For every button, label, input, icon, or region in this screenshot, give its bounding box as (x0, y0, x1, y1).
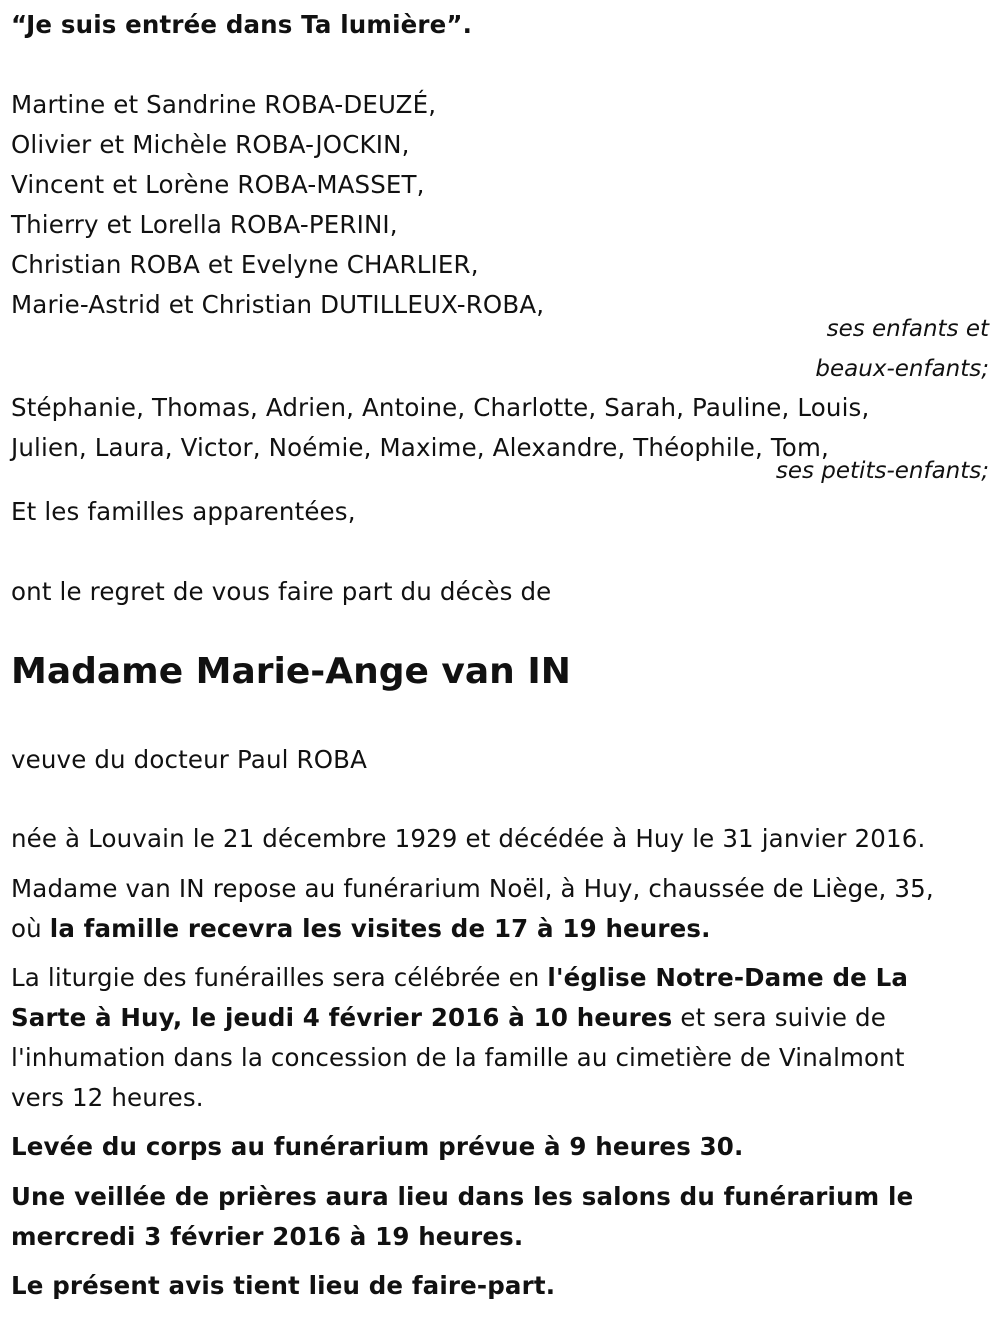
rest-line-2 (11, 909, 986, 949)
liturgy-line-3: l'inhumation dans la concession de la famille au cimetière de Vinalmont (11, 1043, 905, 1072)
levee-line: Levée du corps au funérarium prévue à 9 heures 30. (11, 1132, 744, 1161)
child-line-1: Martine et Sandrine ROBA-DEUZÉ, (11, 90, 437, 119)
liturgy-line-1-bold: l'église Notre-Dame de La (547, 963, 909, 992)
regret-line: ont le regret de vous faire part du décès de (11, 577, 552, 606)
veillee-line-2: mercredi 3 février 2016 à 19 heures. (11, 1222, 524, 1251)
child-line-3: Vincent et Lorène ROBA-MASSET, (11, 170, 425, 199)
child-line-2: Olivier et Michèle ROBA-JOCKIN, (11, 130, 410, 159)
veillee-line-1: Une veillée de prières aura lieu dans les salons du funérarium le (11, 1182, 914, 1211)
child-line-4: Thierry et Lorella ROBA-PERINI, (11, 210, 398, 239)
liturgy-line-2-post: et sera suivie de (672, 1003, 886, 1032)
families-line: Et les familles apparentées, (11, 497, 356, 526)
children-role-line-1: ses enfants et (826, 316, 989, 342)
grandchildren-line-1: Stéphanie, Thomas, Adrien, Antoine, Charlotte, Sarah, Pauline, Louis, (11, 393, 870, 422)
rest-line-1: Madame van IN repose au funérarium Noël, à Huy, chaussée de Liège, 35, (11, 874, 934, 903)
rest-line-2-bold: la famille recevra les visites de 17 à 19 heures. (49, 914, 711, 943)
liturgy-line-1-pre: La liturgie des funérailles sera célébrée en (11, 963, 548, 992)
rest-line-2-pre: où (11, 914, 50, 943)
child-line-6: Marie-Astrid et Christian DUTILLEUX-ROBA, (11, 290, 545, 319)
widow-line: veuve du docteur Paul ROBA (11, 745, 367, 774)
liturgy-line-2-bold: Sarte à Huy, le jeudi 4 février 2016 à 10 heures (11, 1003, 673, 1032)
liturgy-line-2 (11, 998, 986, 1038)
liturgy-line-4: vers 12 heures. (11, 1083, 204, 1112)
notice-line: Le présent avis tient lieu de faire-part. (11, 1271, 556, 1300)
grandchildren-line-2: Julien, Laura, Victor, Noémie, Maxime, Alexandre, Théophile, Tom, (11, 433, 829, 462)
grandchildren-role: ses petits-enfants; (775, 458, 989, 484)
deceased-name: Madame Marie-Ange van IN (11, 651, 571, 692)
children-role-line-2: beaux-enfants; (815, 356, 989, 382)
child-line-5: Christian ROBA et Evelyne CHARLIER, (11, 250, 479, 279)
quote: “Je suis entrée dans Ta lumière”. (11, 10, 473, 39)
birth-death-line: née à Louvain le 21 décembre 1929 et décédée à Huy le 31 janvier 2016. (11, 824, 926, 853)
liturgy-line-1 (11, 958, 986, 998)
